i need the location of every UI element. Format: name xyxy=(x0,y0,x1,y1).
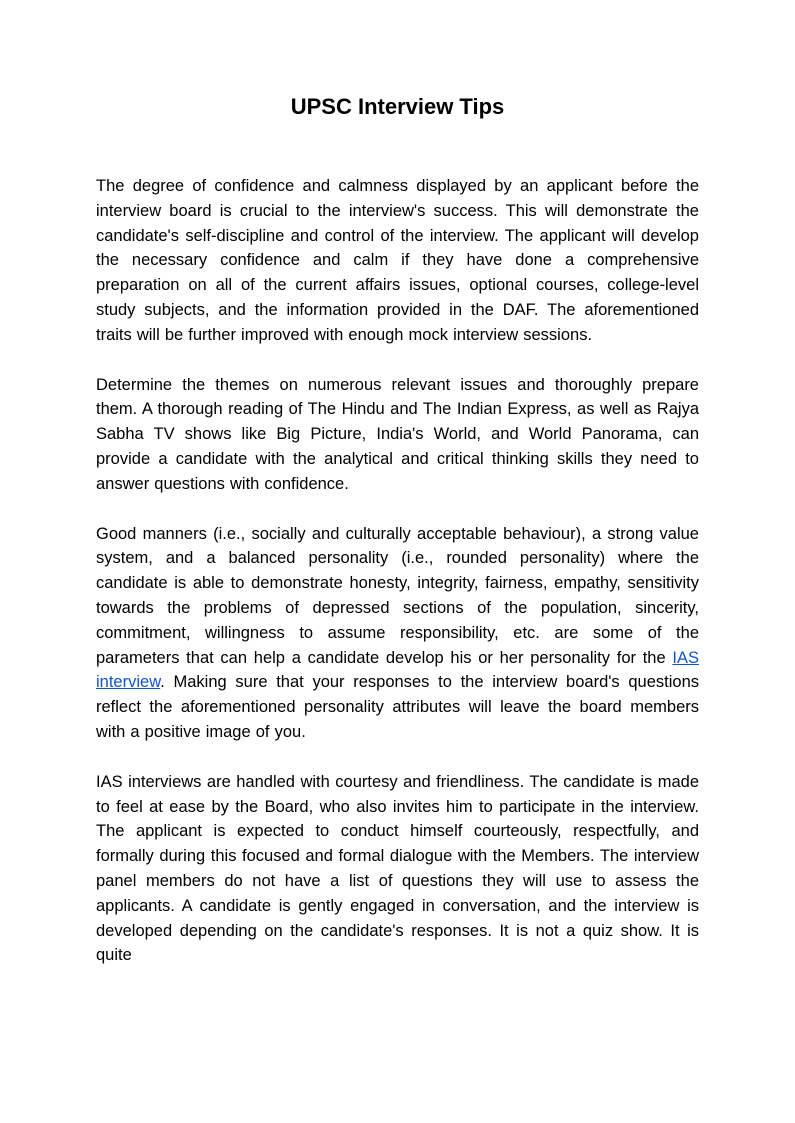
paragraph-interview-conduct: IAS interviews are handled with courtesy and friendliness. The candidate is made to feel at ease by the Board, who also invites him to participate in the interview. The applicant is expected to conduct himself courteously, respectfully, and formally during this focused and formal dialogue with the Members. The interview panel members do not have a list of questions they will use to assess the applicants. A candidate is gently engaged in conversation, and the interview is developed depending on the candidate's responses. It is not a quiz show. It is quite xyxy=(96,772,699,965)
paragraph-personality xyxy=(96,522,699,745)
paragraph-personality-text-after: . Making sure that your responses to the interview board's questions reflect the aforementioned personality attributes will leave the board members with a positive image of you. xyxy=(96,673,699,741)
ias-interview-link[interactable]: IAS interview xyxy=(96,648,699,692)
paragraph-personality-text-before: Good manners (i.e., socially and culturally acceptable behaviour), a strong value system, and a balanced personality (i.e., rounded personality) where the candidate is able to demonstrate honesty, integrity, fairness, empathy, sensitivity towards the problems of depressed sections of the population, sincerity, commitment, willingness to assume responsibility, etc. are some of the parameters that can help a candidate develop his or her personality for the xyxy=(96,524,699,667)
page-title: UPSC Interview Tips xyxy=(290,94,505,119)
paragraph-confidence: The degree of confidence and calmness displayed by an applicant before the interview board is crucial to the interview's success. This will demonstrate the candidate's self-discipline and control of the interview. The applicant will develop the necessary confidence and calm if they have done a comprehensive preparation on all of the current affairs issues, optional courses, college-level study subjects, and the information provided in the DAF. The aforementioned traits will be further improved with enough mock interview sessions. xyxy=(96,177,699,344)
paragraph-preparation: Determine the themes on numerous relevant issues and thoroughly prepare them. A thorough reading of The Hindu and The Indian Express, as well as Rajya Sabha TV shows like Big Picture, India's World, and World Panorama, can provide a candidate with the analytical and critical thinking skills they need to answer questions with confidence. xyxy=(96,375,699,493)
